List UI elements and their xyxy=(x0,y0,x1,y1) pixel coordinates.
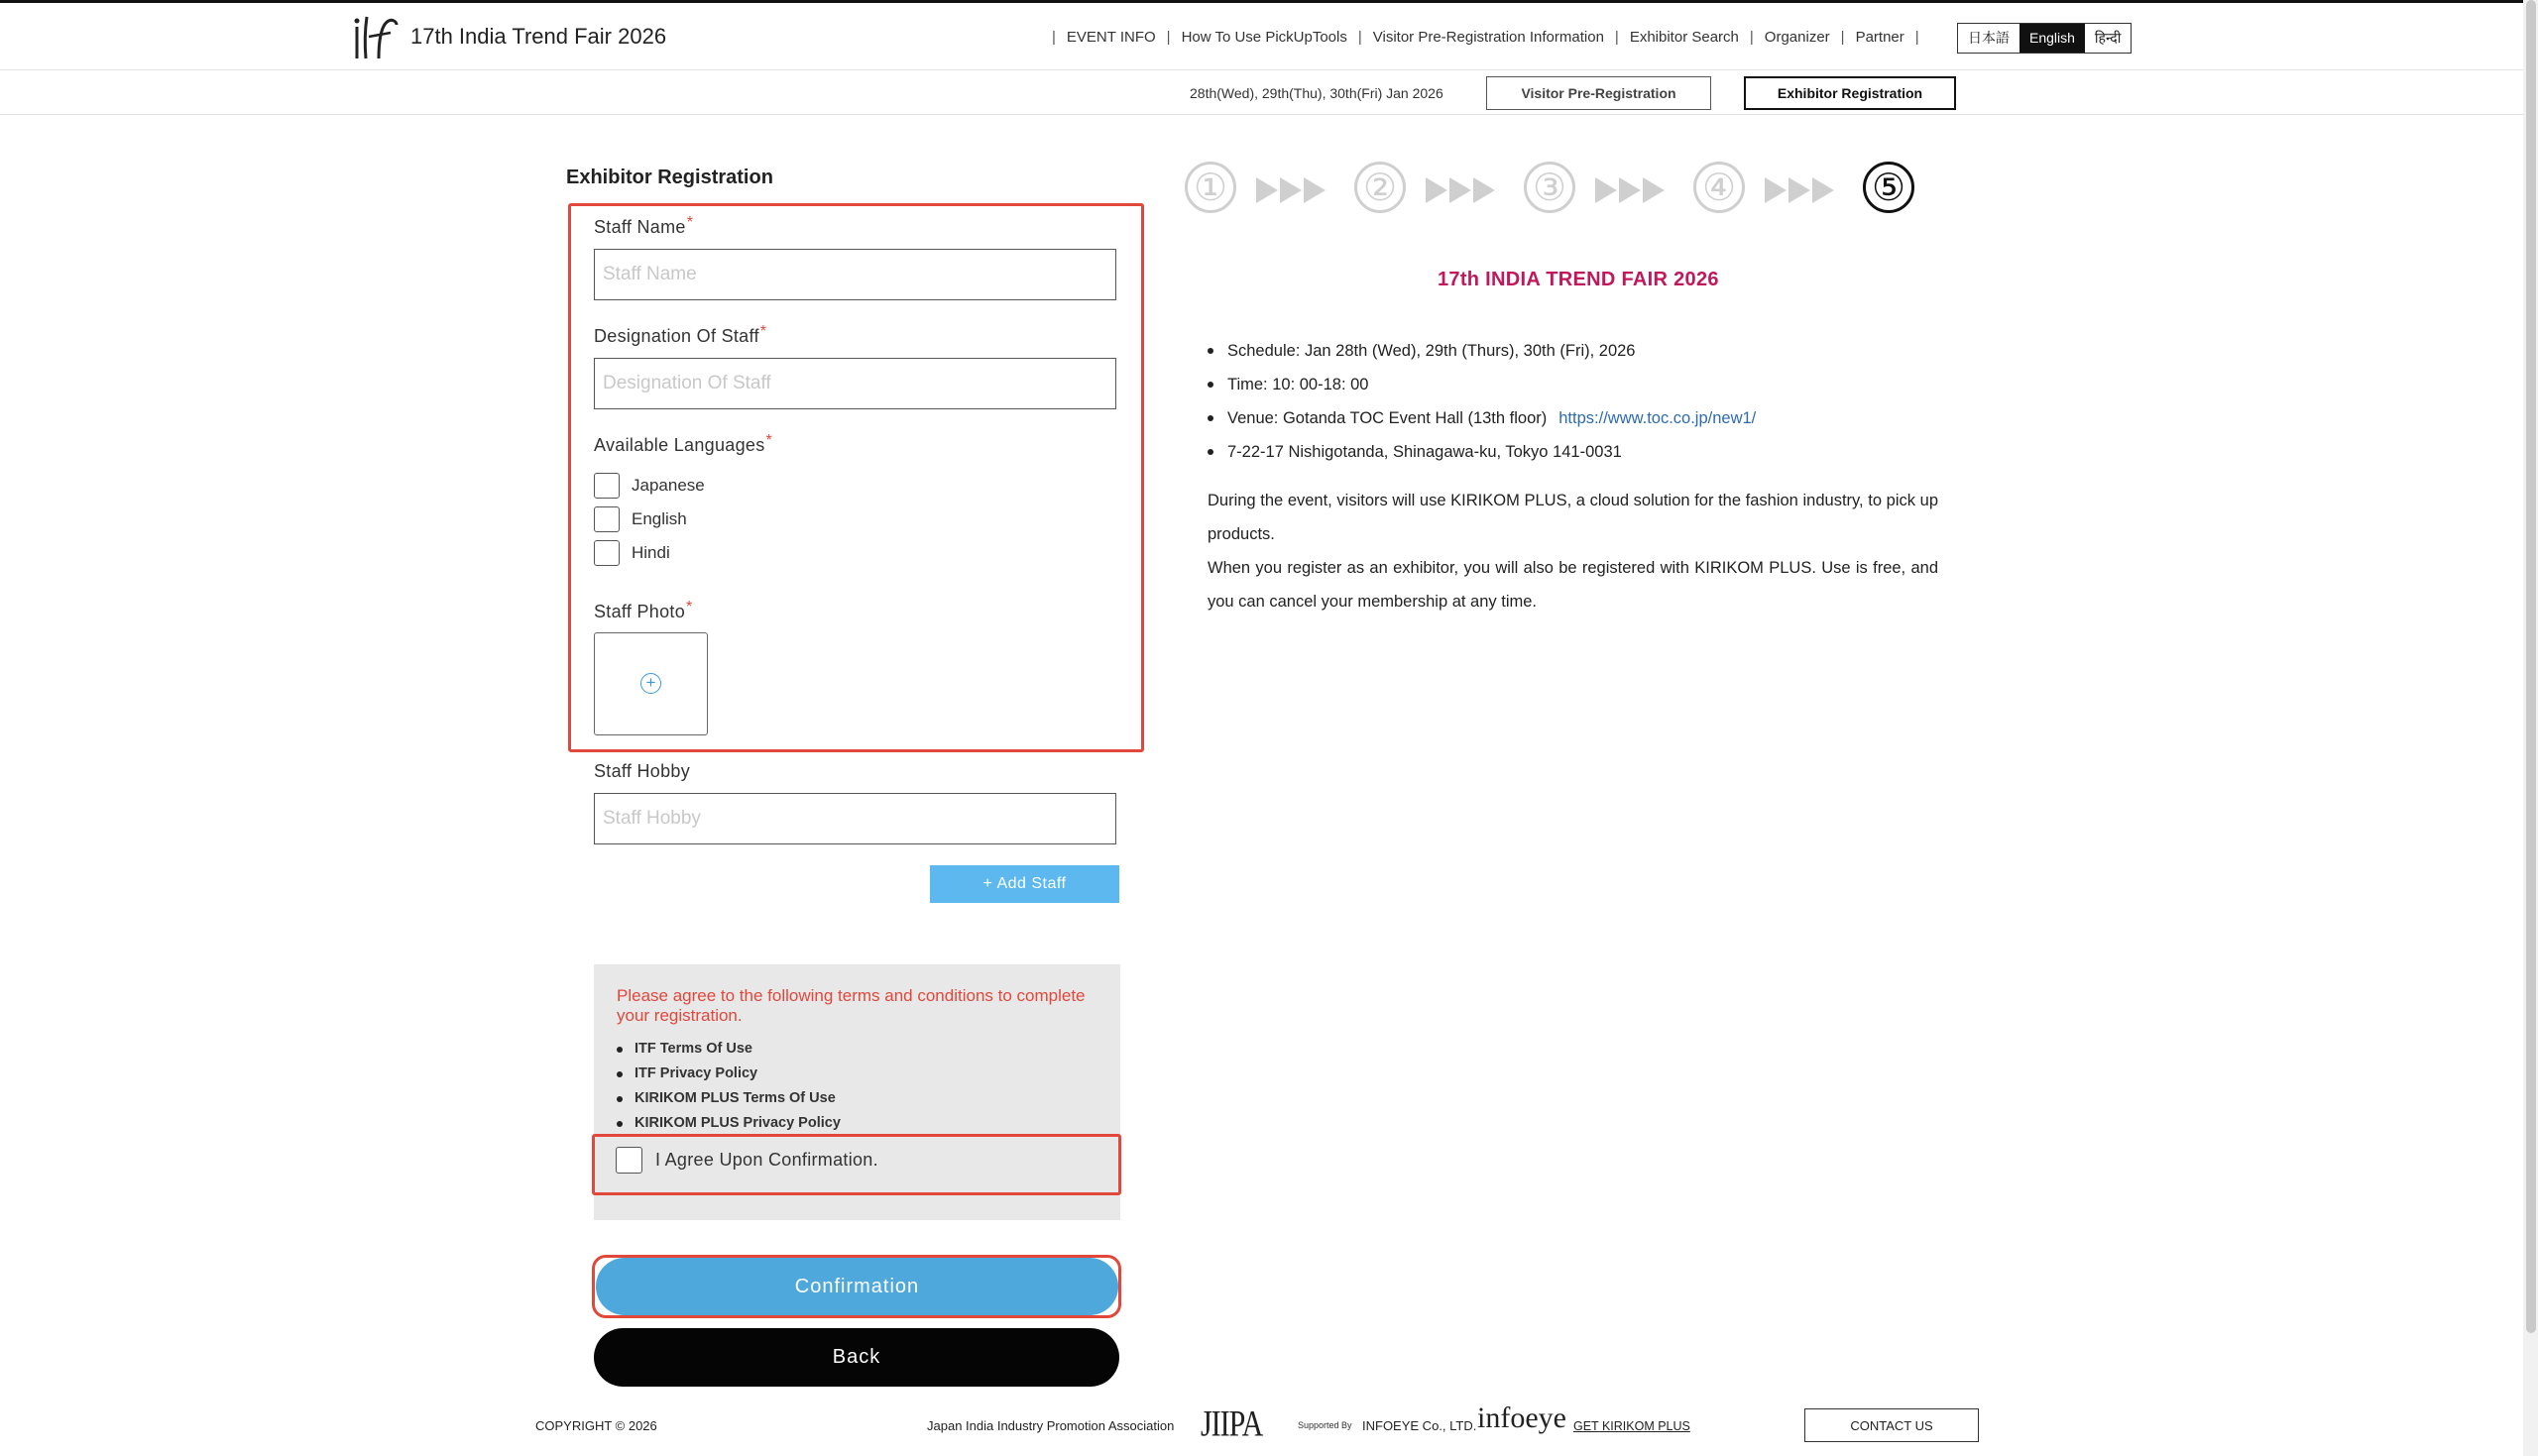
venue-link[interactable]: https://www.toc.co.jp/new1/ xyxy=(1558,408,1757,427)
staff-name-label xyxy=(594,214,694,238)
lang-hindi[interactable]: हिन्दी xyxy=(2094,30,2122,46)
site-header xyxy=(0,3,2523,70)
designation-label-text: Designation Of Staff xyxy=(594,326,759,346)
language-option-hindi[interactable] xyxy=(594,540,670,566)
required-mark: * xyxy=(759,323,767,340)
designation-input[interactable] xyxy=(594,358,1116,409)
scrollbar-thumb[interactable] xyxy=(2526,0,2536,1333)
checkbox-english[interactable] xyxy=(594,506,620,532)
event-dates: 28th(Wed), 29th(Thu), 30th(Fri) Jan 2026 xyxy=(1190,85,1443,101)
confirmation-button[interactable]: Confirmation xyxy=(596,1258,1118,1315)
terms-link-kirikom-terms[interactable]: KIRIKOM PLUS Terms Of Use xyxy=(617,1086,841,1111)
nav-separator: | xyxy=(1614,29,1619,46)
description-paragraph-1: During the event, visitors will use KIRIKOM PLUS, a cloud solution for the fashion industry, to pick up products. xyxy=(1208,492,1938,543)
nav-separator: | xyxy=(1357,29,1362,46)
agree-row[interactable] xyxy=(616,1147,878,1174)
page-title: Exhibitor Registration xyxy=(566,167,773,188)
nav-item-how-to-use[interactable]: How To Use PickUpTools xyxy=(1181,29,1347,46)
nav-separator: | xyxy=(1749,29,1754,46)
nav-item-visitor-info[interactable]: Visitor Pre-Registration Information xyxy=(1372,29,1604,46)
back-button[interactable]: Back xyxy=(594,1328,1119,1387)
checkbox-label: Hindi xyxy=(632,543,670,562)
time-text: Time: 10: 00-18: 00 xyxy=(1227,375,1369,393)
organizer-name: Japan India Industry Promotion Association xyxy=(927,1418,1175,1433)
designation-label xyxy=(594,323,767,347)
languages-label-text: Available Languages xyxy=(594,435,765,455)
staff-name-input[interactable] xyxy=(594,249,1116,300)
visitor-pre-registration-button[interactable]: Visitor Pre-Registration xyxy=(1486,76,1711,110)
venue-text: Venue: Gotanda TOC Event Hall (13th floor) xyxy=(1227,408,1548,427)
terms-link-itf-terms[interactable]: ITF Terms Of Use xyxy=(617,1037,841,1062)
staff-name-label-text: Staff Name xyxy=(594,217,686,237)
address-text: 7-22-17 Nishigotanda, Shinagawa-ku, Tokyo 141-0031 xyxy=(1227,442,1622,461)
checkbox-japanese[interactable] xyxy=(594,473,620,499)
nav-separator: | xyxy=(1166,29,1171,46)
nav-item-partner[interactable]: Partner xyxy=(1855,29,1904,46)
supported-by: Supported By xyxy=(1298,1420,1352,1430)
step-5: ⑤ xyxy=(1863,162,1914,213)
nav-item-organizer[interactable]: Organizer xyxy=(1764,29,1830,46)
fair-title: 17th INDIA TREND FAIR 2026 xyxy=(1438,269,1719,290)
jiipa-logo: JIIPA xyxy=(1201,1402,1263,1444)
get-kirikom-plus-link[interactable]: GET KIRIKOM PLUS xyxy=(1573,1419,1690,1433)
step-2: ② xyxy=(1354,162,1406,213)
supporter-name: INFOEYE Co., LTD. xyxy=(1362,1418,1477,1433)
language-switcher xyxy=(1957,23,2132,54)
staff-photo-upload[interactable] xyxy=(594,632,708,735)
staff-hobby-label: Staff Hobby xyxy=(594,761,691,781)
step-arrows xyxy=(1595,177,1667,203)
info-venue xyxy=(1208,401,1756,435)
nav-separator: | xyxy=(1052,29,1056,46)
step-arrows xyxy=(1765,177,1836,203)
schedule-text: Schedule: Jan 28th (Wed), 29th (Thurs), 30th (Fri), 2026 xyxy=(1227,341,1636,360)
agree-checkbox[interactable] xyxy=(616,1147,642,1174)
step-4: ④ xyxy=(1693,162,1745,213)
terms-intro: Please agree to the following terms and conditions to complete your registration. xyxy=(617,986,1086,1025)
step-arrows xyxy=(1256,177,1327,203)
info-address xyxy=(1208,435,1756,469)
copyright: COPYRIGHT © 2026 xyxy=(535,1418,657,1433)
staff-photo-label xyxy=(594,599,693,622)
nav-separator: | xyxy=(1840,29,1845,46)
staff-photo-label-text: Staff Photo xyxy=(594,602,686,621)
add-circle-icon[interactable]: + xyxy=(640,673,661,694)
required-mark: * xyxy=(765,432,773,449)
nav-separator: | xyxy=(1914,29,1919,46)
nav-item-exhibitor-search[interactable]: Exhibitor Search xyxy=(1629,29,1739,46)
exhibitor-registration-button[interactable]: Exhibitor Registration xyxy=(1744,76,1956,110)
page-scrollbar[interactable] xyxy=(2523,0,2538,1456)
step-3: ③ xyxy=(1524,162,1575,213)
required-mark: * xyxy=(686,214,694,231)
info-time xyxy=(1208,368,1756,401)
languages-label xyxy=(594,432,773,456)
site-footer xyxy=(0,1388,2523,1456)
step-arrows xyxy=(1426,177,1497,203)
event-description xyxy=(1208,484,1938,618)
infoeye-logo: infoeye xyxy=(1477,1401,1566,1434)
required-mark: * xyxy=(686,599,693,616)
main-nav xyxy=(1041,29,1930,46)
checkbox-hindi[interactable] xyxy=(594,540,620,566)
language-option-japanese[interactable] xyxy=(594,473,705,499)
language-option-english[interactable] xyxy=(594,506,687,532)
step-1: ① xyxy=(1185,162,1236,213)
lang-japanese[interactable]: 日本語 xyxy=(1968,30,2010,46)
terms-list xyxy=(617,1037,841,1136)
agree-label: I Agree Upon Confirmation. xyxy=(655,1150,878,1170)
staff-hobby-input[interactable] xyxy=(594,793,1116,844)
checkbox-label: Japanese xyxy=(632,476,705,495)
lang-english[interactable]: English xyxy=(2019,24,2085,53)
contact-us-button[interactable]: CONTACT US xyxy=(1804,1408,1979,1442)
checkbox-label: English xyxy=(632,509,687,528)
info-schedule xyxy=(1208,334,1756,368)
description-paragraph-2: When you register as an exhibitor, you will also be registered with KIRIKOM PLUS. Use is free, and you can cancel your membership at any time. xyxy=(1208,559,1938,611)
add-staff-button[interactable]: + Add Staff xyxy=(930,865,1119,903)
terms-link-kirikom-privacy[interactable]: KIRIKOM PLUS Privacy Policy xyxy=(617,1111,841,1136)
terms-link-itf-privacy[interactable]: ITF Privacy Policy xyxy=(617,1062,841,1086)
event-info-list xyxy=(1208,334,1756,469)
event-subbar xyxy=(0,71,2523,115)
nav-item-event-info[interactable]: EVENT INFO xyxy=(1066,29,1156,46)
itf-logo[interactable] xyxy=(347,13,399,66)
site-title: 17th India Trend Fair 2026 xyxy=(410,24,667,49)
